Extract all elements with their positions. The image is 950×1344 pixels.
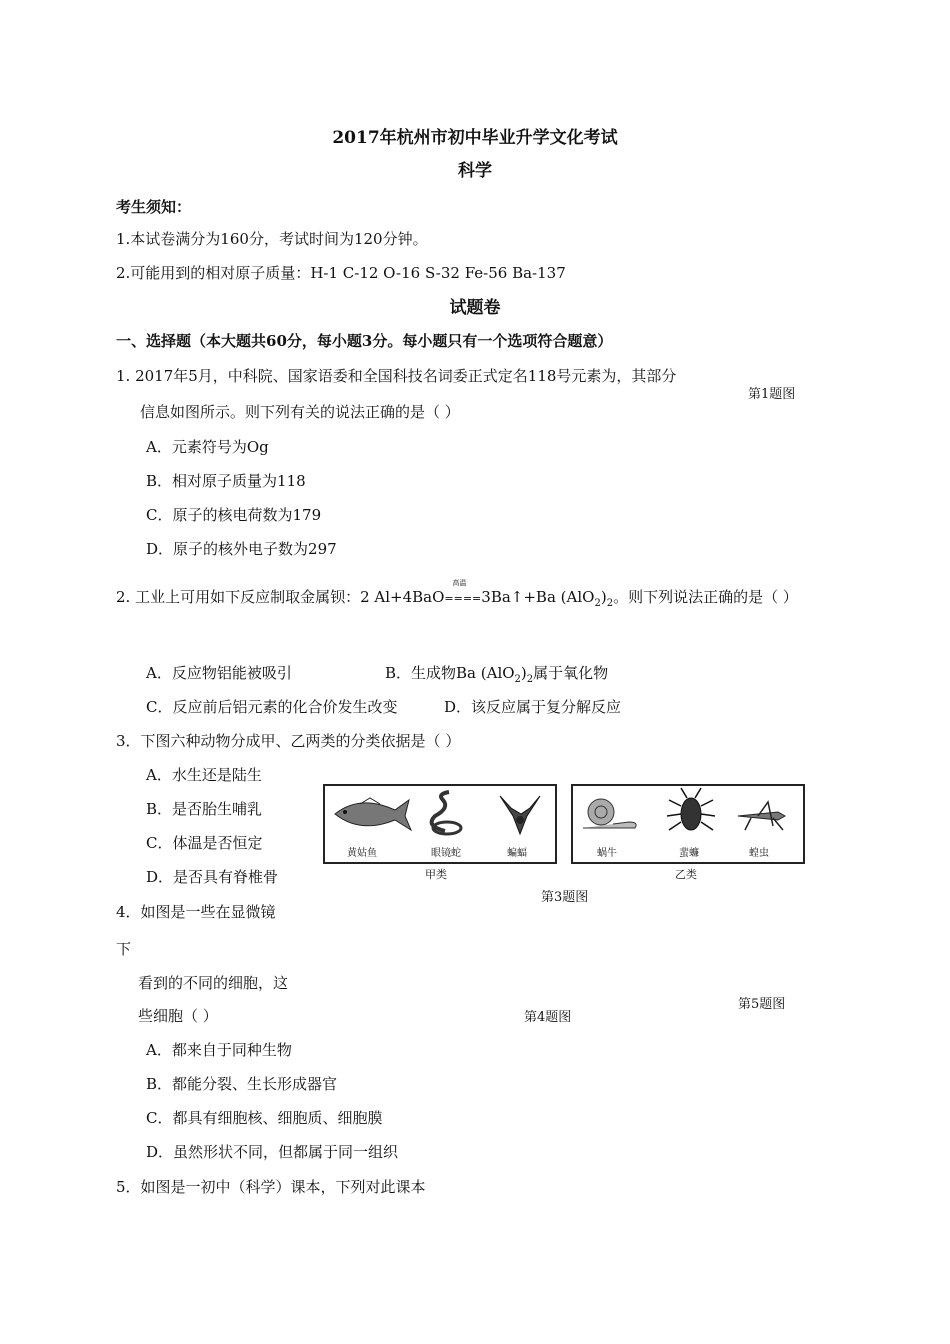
q3-option-c: C．体温是否恒定 xyxy=(146,834,263,852)
exam-title: 2017年杭州市初中毕业升学文化考试 xyxy=(332,128,618,148)
q4-line1: 4．如图是一些在显微镜 xyxy=(116,903,276,921)
q3-option-d: D．是否具有脊椎骨 xyxy=(146,868,279,886)
q3-stem: 3．下图六种动物分成甲、乙两类的分类依据是（ ） xyxy=(116,732,461,750)
q1-line1: 1. 2017年5月，中科院、国家语委和全国科技名词委正式定名118号元素为，其部分 xyxy=(116,367,677,385)
snail-icon xyxy=(583,799,636,828)
subject-title: 科学 xyxy=(458,161,492,181)
fish-icon xyxy=(335,798,411,830)
q4-option-c: C．都具有细胞核、细胞质、细胞膜 xyxy=(146,1109,383,1127)
animal-label-grasshopper: 蝗虫 xyxy=(749,848,769,859)
q2-option-d: D．该反应属于复分解反应 xyxy=(444,698,622,716)
q2-option-b-pre: B．生成物Ba (AlO xyxy=(385,664,515,682)
q1-figure-label: 第1题图 xyxy=(748,387,796,402)
q2-option-b xyxy=(385,666,608,685)
q4-option-b: B．都能分裂、生长形成器官 xyxy=(146,1075,338,1093)
q5-stem: 5．如图是一初中（科学）课本，下列对此课本 xyxy=(116,1178,426,1196)
notice-item-1: 1.本试卷满分为160分，考试时间为120分钟。 xyxy=(116,230,428,248)
cockroach-icon xyxy=(667,788,715,830)
q2-close: ) xyxy=(600,588,607,606)
q1-line2: 信息如图所示。则下列有关的说法正确的是（ ） xyxy=(140,403,460,421)
q2-arrow: ==== xyxy=(444,592,482,605)
q1-option-d: D．原子的核外电子数为297 xyxy=(146,540,337,558)
q1-option-c: C．原子的核电荷数为179 xyxy=(146,506,322,524)
q3-group2-panel xyxy=(571,784,805,864)
q3-group2-animals xyxy=(573,786,803,846)
animal-label-cockroach: 蜚蠊 xyxy=(679,848,699,859)
notice-item-2: 2.可能用到的相对原子质量：H-1 C-12 O-16 S-32 Fe-56 Ba-137 xyxy=(116,264,566,282)
animal-label-snail: 蜗牛 xyxy=(597,848,617,859)
q2-suffix: 。则下列说法正确的是（ ） xyxy=(613,588,798,606)
q4-line2: 下 xyxy=(116,940,132,958)
animal-label-fish: 黄姑鱼 xyxy=(347,848,377,859)
bat-icon xyxy=(500,796,540,834)
q2-condition: 高温 xyxy=(452,579,467,587)
q3-group1-label: 甲类 xyxy=(425,868,447,881)
q2-option-b-post: 属于氧化物 xyxy=(533,664,609,682)
q4-option-a: A．都来自于同种生物 xyxy=(146,1041,292,1059)
q2-option-c: C．反应前后铝元素的化合价发生改变 xyxy=(146,698,398,716)
section-heading: 一、选择题（本大题共60分，每小题3分。每小题只有一个选项符合题意） xyxy=(116,332,613,350)
q4-line3: 看到的不同的细胞，这 xyxy=(138,974,289,992)
cobra-icon xyxy=(432,792,461,834)
q3-option-b: B．是否胎生哺乳 xyxy=(146,800,263,818)
grasshopper-icon xyxy=(738,802,785,830)
q3-option-a: A．水生还是陆生 xyxy=(146,766,262,784)
q2-option-b-close: ) xyxy=(520,664,527,682)
q3-group1-panel xyxy=(323,784,557,864)
q4-figure-label: 第4题图 xyxy=(524,1010,572,1025)
q2-option-a: A．反应物铝能被吸引 xyxy=(146,664,292,682)
q2-option-b-sub2: 2 xyxy=(526,674,534,685)
animal-label-bat: 蝙蝠 xyxy=(507,848,527,859)
q4-option-d: D．虽然形状不同，但都属于同一组织 xyxy=(146,1143,399,1161)
q2-sub1: 2 xyxy=(594,598,601,609)
q2-prefix: 2. 工业上可用如下反应制取金属钡：2 Al+4BaO xyxy=(116,588,445,606)
paper-title: 试题卷 xyxy=(449,298,501,318)
q3-figure-label: 第3题图 xyxy=(541,890,589,905)
q4-line4: 些细胞（ ） xyxy=(138,1007,218,1025)
q3-group2-label: 乙类 xyxy=(675,868,697,881)
q3-group1-animals xyxy=(325,786,555,846)
q2-sub2: 2 xyxy=(606,598,614,609)
q2-stem xyxy=(116,579,798,609)
notice-heading: 考生须知： xyxy=(116,198,192,216)
q2-products: 3Ba↑+Ba (AlO xyxy=(481,588,595,606)
q1-option-b: B．相对原子质量为118 xyxy=(146,472,306,490)
q5-figure-label: 第5题图 xyxy=(738,997,786,1012)
q2-option-b-sub1: 2 xyxy=(514,674,521,685)
q1-option-a: A．元素符号为Og xyxy=(146,438,269,456)
animal-label-cobra: 眼镜蛇 xyxy=(431,848,461,859)
